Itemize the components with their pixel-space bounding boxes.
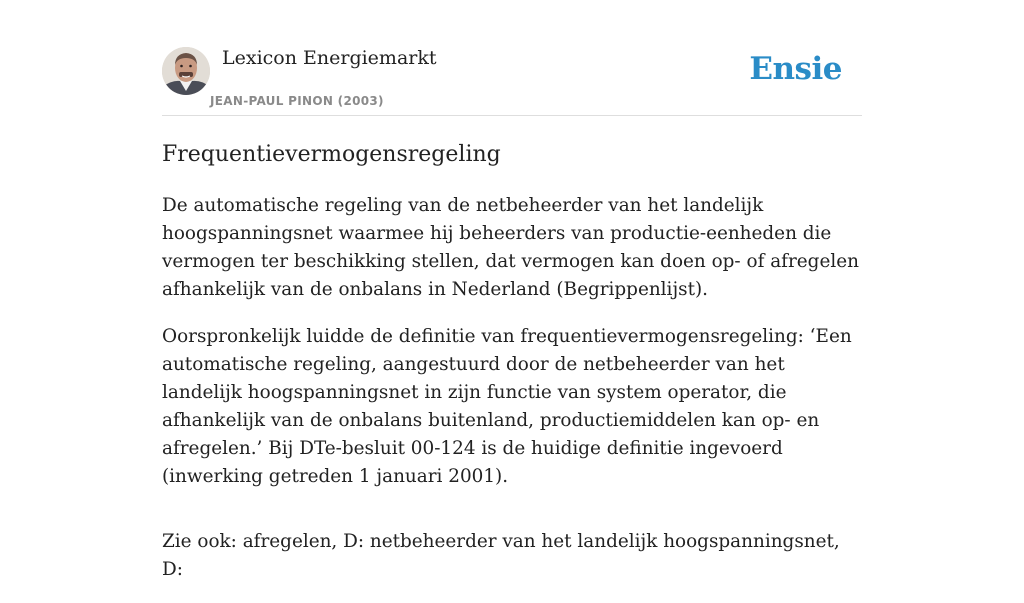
avatar-photo-icon xyxy=(162,47,210,95)
entry-content xyxy=(162,192,864,603)
entry-title: Frequentievermogensregeling xyxy=(162,142,501,167)
book-title[interactable]: Lexicon Energiemarkt xyxy=(222,47,437,69)
history-paragraph: Oorspronkelijk luidde de definitie van frequentievermogensregeling: ‘Een automatische regeling, aangestuurd door de netbeheerder van het landelijk hoogspanningsnet in zijn functie van system operator, die afhankelijk van de onbalans buitenland, productiemiddelen kan op- en afregelen.’ Bij DTe-besluit 00-124 is de huidige definitie ingevoerd (inwerking getreden 1 januari 2001). xyxy=(162,326,852,487)
page xyxy=(162,0,862,580)
author-avatar[interactable] xyxy=(162,47,210,95)
author-name[interactable]: JEAN-PAUL PINON (2003) xyxy=(210,94,384,108)
definition-paragraph: De automatische regeling van de netbeheerder van het landelijk hoogspanningsnet waarmee hij beheerders van productie-eenheden die vermogen ter beschikking stellen, dat vermogen kan doen op- of afregelen afhankelijk van de onbalans in Nederland (Begrippenlijst). xyxy=(162,195,859,300)
header xyxy=(162,0,862,116)
ensie-logo[interactable]: Ensie xyxy=(749,51,842,87)
see-also-line[interactable]: Zie ook: afregelen, D: netbeheerder van het landelijk hoogspanningsnet, D: xyxy=(162,531,840,580)
